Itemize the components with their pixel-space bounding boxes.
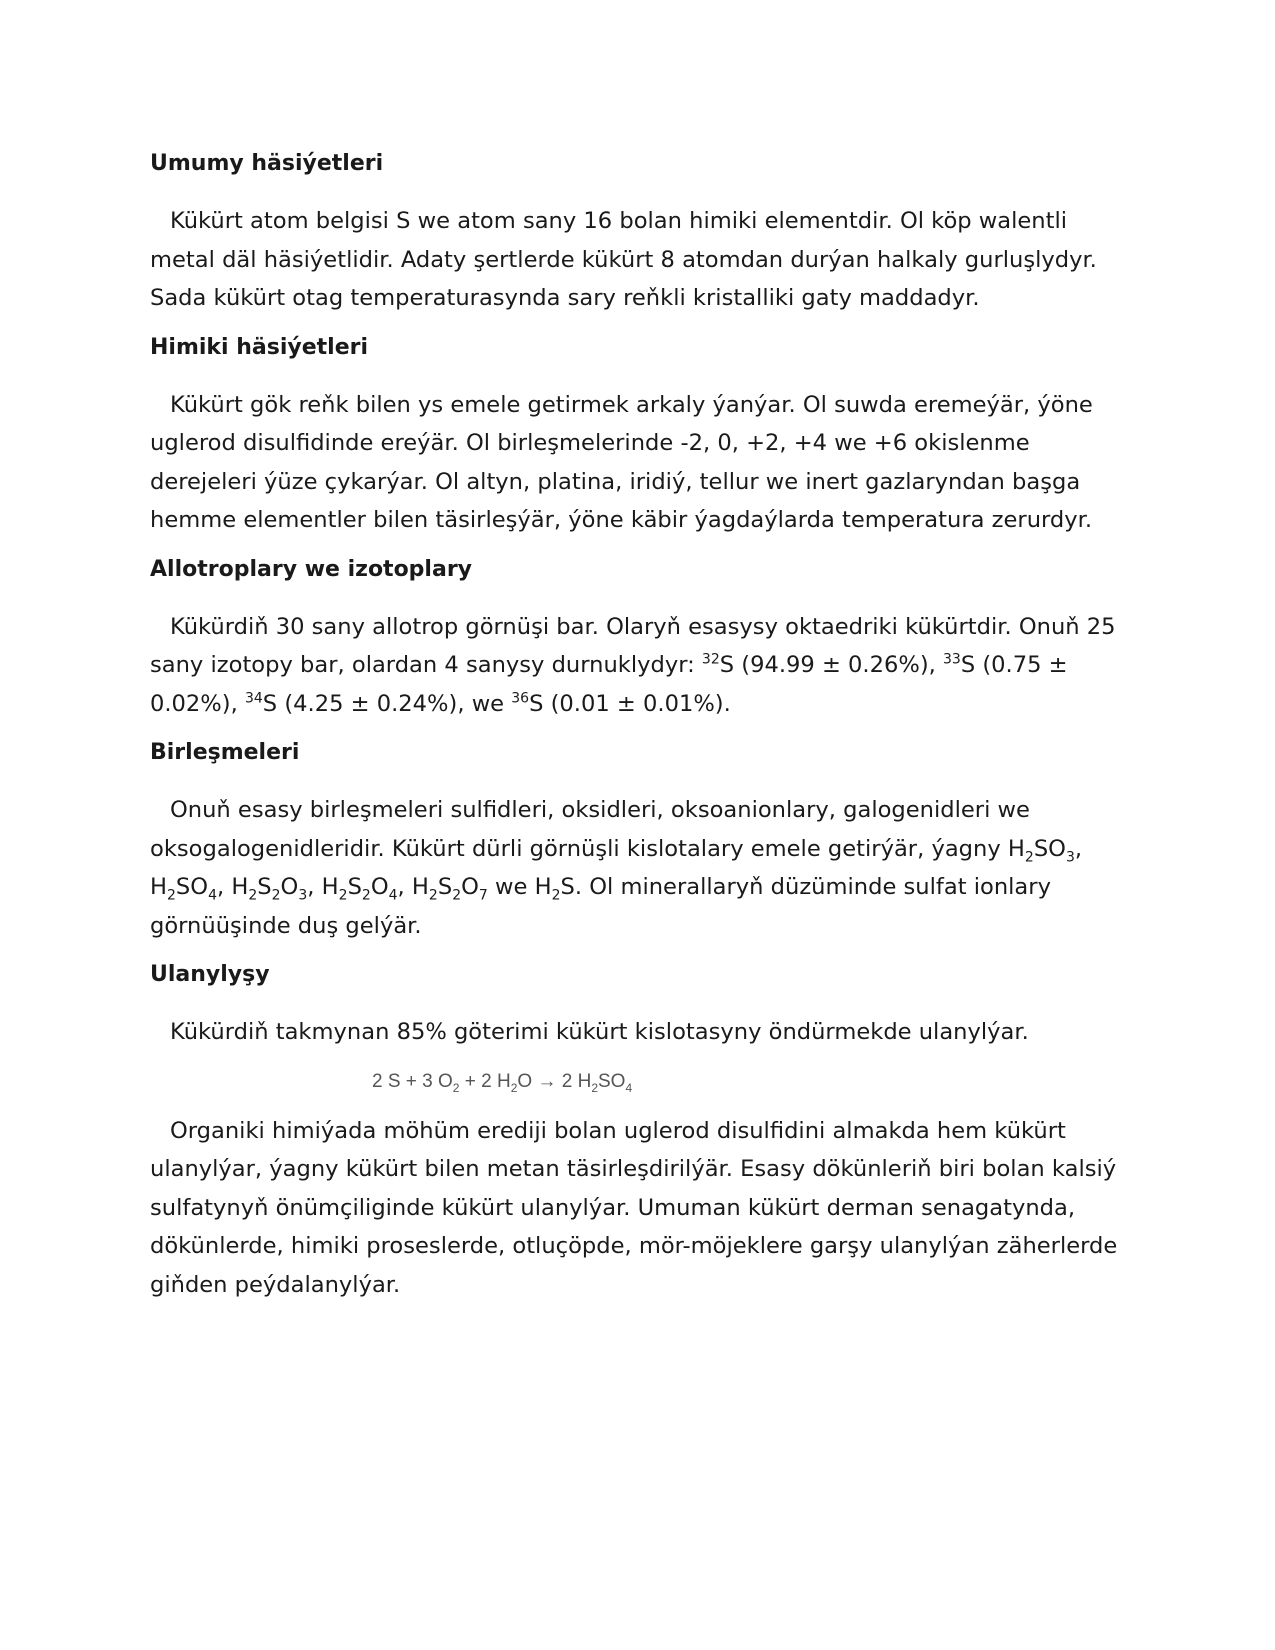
formula-separator: , [307,874,322,900]
equation-subscript: 2 [452,1080,460,1095]
isotope-mass: 32 [701,651,720,668]
formula-part: S [437,874,453,900]
equation-part: 2 S + 3 O [372,1070,453,1092]
compounds-outro: Ol minerallaryň düzüminde sulfat ionlary görnüüşinde duş gelýär. [150,874,1051,939]
formula-subscript: 2 [428,887,438,904]
formula-separator: we [487,874,535,900]
equation-subscript: 4 [625,1080,633,1095]
formula-part: H [1007,835,1025,862]
formula-part: SO [1033,835,1066,862]
formula-h2s2o3 [231,874,322,904]
formula-part: S [257,874,272,900]
formula-subscript: 2 [271,887,281,904]
section-heading-compounds: Birleşmeleri [150,740,300,765]
isotope-symbol: S [960,652,976,678]
section-heading-allotropes: Allotroplary we izotoplary [150,556,473,582]
isotope-abundance: (94.99 ± 0.26%), [734,652,944,678]
formula-separator: , [397,874,412,900]
formula-part: H [534,874,552,900]
allotropes-intro: Kükürdiň 30 sany allotrop görnüşi bar. Olaryň esasysy oktaedriki kükürtdir. Onuň 25 sany izotopy bar, olardan 4 sanysy durnuklydyr: [150,613,1116,678]
formula-subscript: 2 [361,887,371,904]
formula-subscript: 3 [298,887,308,904]
formula-subscript: 2 [452,887,462,904]
formula-subscript: 2 [551,887,561,904]
equation-part: SO [598,1070,626,1092]
formula-subscript: 4 [388,887,398,904]
equation-part: + 2 H [459,1070,511,1092]
equation-subscript: 2 [510,1080,518,1095]
document-page [150,150,1130,1320]
equation-part: O → 2 H [517,1070,592,1092]
section-heading-usage: Ulanylyşy [150,962,270,987]
formula-part: H [411,874,429,900]
isotope-mass: 34 [244,689,263,706]
isotope-symbol: S [529,690,544,717]
formula-h2so4 [150,874,232,904]
formula-subscript: 7 [478,887,488,904]
formula-part: S [347,874,362,900]
formula-h2so3 [1007,835,1083,866]
formula-part: H [231,874,249,900]
section-body-allotropes [150,608,1130,724]
isotope-abundance: (0.75 ± 0.02%), [150,652,1068,717]
section-body-general: Kükürt atom belgisi S we atom sany 16 bolan himiki elementdir. Ol köp walentli metal däl häsiýetlidir. Adaty şertlerde kükürt 8 atomdan durýan halkaly gurluşlydyr. Sada kükürt otag temperaturasynda sary reňkli kristalliki gaty maddadyr. [150,208,1097,311]
isotope-symbol: S [719,652,735,678]
isotope-abundance: (4.25 ± 0.24%), we [277,690,512,717]
formula-subscript: 2 [248,887,258,904]
formula-subscript: 3 [1065,849,1075,866]
formula-part: S [560,874,575,900]
chemical-equation [372,1070,1130,1094]
section-body-compounds [150,791,1130,945]
equation-subscript: 2 [591,1080,598,1095]
formula-subscript: 2 [1024,849,1034,866]
section-body-usage: Kükürdiň takmynan 85% göterimi kükürt kislotasyny öndürmekde ulanylýar. [170,1019,1029,1045]
section-heading-chemical: Himiki häsiýetleri [150,334,369,360]
formula-subscript: 2 [167,887,176,904]
formula-h2s2o4 [321,874,412,904]
isotope-mass: 36 [511,689,530,706]
formula-part: O [370,874,389,900]
formula-part: O [280,874,299,900]
formula-h2s [534,874,583,904]
section-heading-general: Umumy häsiýetleri [150,151,384,176]
formula-subscript: 4 [208,887,217,904]
formula-part: H [321,874,339,900]
formula-part: O [461,874,479,900]
formula-h2s2o7 [411,874,535,904]
formula-part: H [150,874,167,900]
formula-separator: , [216,874,232,900]
isotope-mass: 33 [943,651,961,668]
formula-separator: , [1074,835,1083,862]
formula-separator: . [574,874,583,900]
section-body-usage-continued: Organiki himiýada möhüm erediji bolan uglerod disulfidini almakda hem kükürt ulanylýar, ýagny kükürt bilen metan täsirleşdirilýär. Esasy dökünleriň biri bolan kalsiý sulfatynyň önümçiliginde kükürt ulanylýar. Umuman kükürt derman senagatynda, dökünlerde, himiki proseslerde, otluçöpde, mör-möjeklere garşy ulanylýan zäherlerde giňden peýdalanylýar. [150,1117,1118,1298]
formula-part: SO [175,874,209,900]
isotope-symbol: S [262,690,278,717]
compounds-intro: Onuň esasy birleşmeleri sulfidleri, oksidleri, oksoanionlary, galogenidleri we oksogalogenidleridir. Kükürt dürli görnüşli kislotalary emele getirýär, ýagny [150,797,1030,862]
formula-subscript: 2 [338,887,348,904]
section-body-chemical: Kükürt gök reňk bilen ys emele getirmek arkaly ýanýar. Ol suwda eremeýär, ýöne uglerod disulfidinde ereýär. Ol birleşmelerinde -2, 0, +2, +4 we +6 okislenme derejeleri ýüze çykarýar. Ol altyn, platina, iridiý, tellur we inert gazlaryndan başga hemme elementler bilen täsirleşýär, ýöne käbir ýagdaýlarda temperatura zerurdyr. [150,391,1093,533]
isotope-abundance: (0.01 ± 0.01%). [543,690,731,717]
